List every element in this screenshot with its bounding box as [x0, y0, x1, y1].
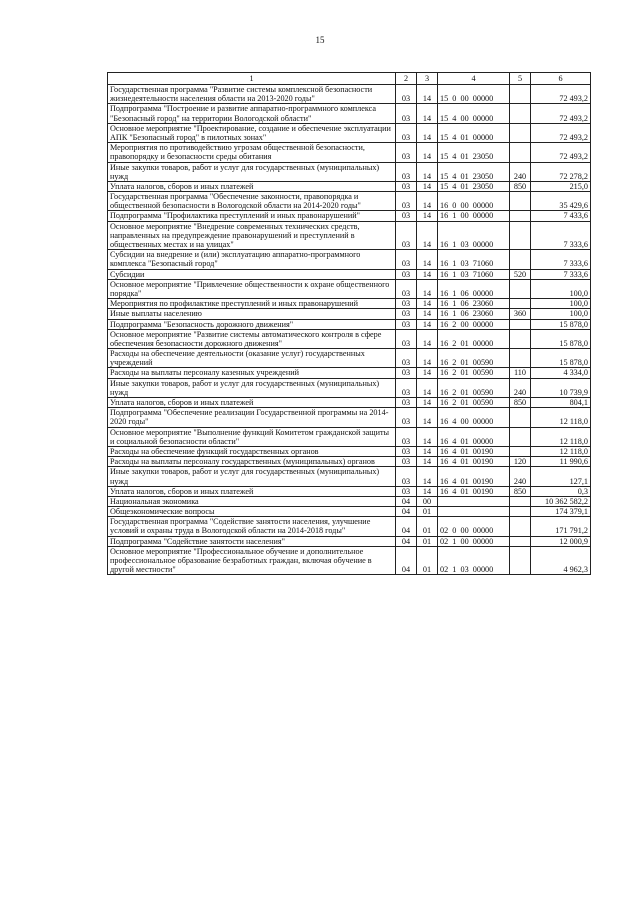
row-subsection: 14 [417, 349, 438, 368]
row-section: 03 [396, 279, 417, 298]
row-expense-type: 240 [510, 467, 531, 486]
row-amount: 215,0 [531, 181, 591, 191]
row-name: Субсидии [108, 269, 396, 279]
row-target-article: 16 1 00 00000 [438, 211, 510, 221]
row-section: 04 [396, 536, 417, 546]
table-row [108, 546, 591, 575]
row-section: 03 [396, 446, 417, 456]
row-expense-type: 520 [510, 269, 531, 279]
row-amount: 804,1 [531, 398, 591, 408]
row-expense-type: 850 [510, 486, 531, 496]
row-target-article: 02 0 00 00000 [438, 517, 510, 536]
row-subsection: 14 [417, 143, 438, 162]
row-expense-type [510, 546, 531, 575]
row-expense-type [510, 329, 531, 348]
row-name: Подпрограмма "Содействие занятости населения" [108, 536, 396, 546]
table-row [108, 446, 591, 456]
row-expense-type [510, 496, 531, 506]
row-target-article: 16 2 01 00590 [438, 368, 510, 378]
row-section: 03 [396, 329, 417, 348]
row-subsection: 01 [417, 507, 438, 517]
table-row [108, 368, 591, 378]
row-subsection: 14 [417, 221, 438, 250]
row-subsection: 14 [417, 309, 438, 319]
table-row [108, 496, 591, 506]
row-name: Подпрограмма "Обеспечение реализации Государственной программы на 2014-2020 годы" [108, 408, 396, 427]
row-amount: 100,0 [531, 309, 591, 319]
row-subsection: 14 [417, 123, 438, 142]
header-col-4: 4 [438, 73, 510, 85]
page-number: 15 [315, 35, 325, 45]
row-name: Подпрограмма "Профилактика преступлений и иных правонарушений" [108, 211, 396, 221]
table-row [108, 181, 591, 191]
row-name: Расходы на выплаты персоналу казенных учреждений [108, 368, 396, 378]
row-target-article: 15 4 00 00000 [438, 104, 510, 123]
row-name: Подпрограмма "Построение и развитие аппаратно-программного комплекса "Безопасный город" на территории Вологодской области" [108, 104, 396, 123]
table-row [108, 269, 591, 279]
row-section: 03 [396, 143, 417, 162]
row-expense-type: 850 [510, 181, 531, 191]
row-target-article: 16 1 06 00000 [438, 279, 510, 298]
row-target-article: 16 2 01 00000 [438, 329, 510, 348]
row-subsection: 14 [417, 446, 438, 456]
row-target-article: 16 1 03 71060 [438, 269, 510, 279]
row-expense-type [510, 517, 531, 536]
row-name: Мероприятия по профилактике преступлений и иных правонарушений [108, 299, 396, 309]
row-expense-type [510, 211, 531, 221]
row-subsection: 14 [417, 467, 438, 486]
row-subsection: 14 [417, 319, 438, 329]
row-subsection: 14 [417, 104, 438, 123]
row-subsection: 14 [417, 329, 438, 348]
row-target-article: 16 4 01 00190 [438, 446, 510, 456]
row-name: Основное мероприятие "Профессиональное обучение и дополнительное профессиональное образование безработных граждан, включая обучение в другой местности" [108, 546, 396, 575]
row-target-article: 02 1 00 00000 [438, 536, 510, 546]
row-name: Иные закупки товаров, работ и услуг для государственных (муниципальных) нужд [108, 162, 396, 181]
row-target-article: 16 2 00 00000 [438, 319, 510, 329]
row-subsection: 14 [417, 192, 438, 211]
table-row [108, 517, 591, 536]
row-name: Общеэкономические вопросы [108, 507, 396, 517]
table-row [108, 467, 591, 486]
row-section: 03 [396, 486, 417, 496]
row-expense-type [510, 408, 531, 427]
row-target-article [438, 496, 510, 506]
row-name: Субсидии на внедрение и (или) эксплуатацию аппаратно-программного комплекса "Безопасный город" [108, 250, 396, 269]
row-section: 03 [396, 408, 417, 427]
row-name: Государственная программа "Развитие системы комплексной безопасности жизнедеятельности населения области на 2013-2020 годы" [108, 85, 396, 104]
row-target-article: 16 2 01 00590 [438, 378, 510, 397]
table-row [108, 143, 591, 162]
row-target-article: 16 2 01 00590 [438, 398, 510, 408]
row-amount: 15 878,0 [531, 349, 591, 368]
header-col-2: 2 [396, 73, 417, 85]
row-amount: 7 433,6 [531, 211, 591, 221]
row-target-article: 15 4 01 23050 [438, 143, 510, 162]
table-row [108, 408, 591, 427]
row-name: Основное мероприятие "Развитие системы автоматического контроля в сфере обеспечения безопасности дорожного движения" [108, 329, 396, 348]
row-subsection: 14 [417, 378, 438, 397]
row-expense-type [510, 192, 531, 211]
row-section: 03 [396, 378, 417, 397]
row-subsection: 14 [417, 486, 438, 496]
row-amount: 12 118,0 [531, 446, 591, 456]
row-section: 04 [396, 496, 417, 506]
row-amount: 171 791,2 [531, 517, 591, 536]
row-name: Основное мероприятие "Выполнение функций Комитетом гражданской защиты и социальной безопасности области" [108, 427, 396, 446]
row-name: Расходы на обеспечение деятельности (оказание услуг) государственных учреждений [108, 349, 396, 368]
row-target-article: 16 2 01 00590 [438, 349, 510, 368]
row-expense-type: 110 [510, 368, 531, 378]
row-amount: 10 362 582,2 [531, 496, 591, 506]
header-col-1: 1 [108, 73, 396, 85]
row-amount: 100,0 [531, 299, 591, 309]
row-subsection: 14 [417, 398, 438, 408]
row-amount: 72 493,2 [531, 85, 591, 104]
row-name: Подпрограмма "Безопасность дорожного движения" [108, 319, 396, 329]
row-amount: 72 278,2 [531, 162, 591, 181]
row-subsection: 14 [417, 368, 438, 378]
row-name: Иные закупки товаров, работ и услуг для государственных (муниципальных) нужд [108, 467, 396, 486]
row-target-article: 16 1 06 23060 [438, 299, 510, 309]
row-name: Иные закупки товаров, работ и услуг для государственных (муниципальных) нужд [108, 378, 396, 397]
row-name: Уплата налогов, сборов и иных платежей [108, 486, 396, 496]
row-target-article: 16 4 01 00190 [438, 467, 510, 486]
table-row [108, 427, 591, 446]
row-expense-type: 120 [510, 457, 531, 467]
header-col-5: 5 [510, 73, 531, 85]
row-name: Уплата налогов, сборов и иных платежей [108, 398, 396, 408]
row-target-article [438, 507, 510, 517]
row-section: 03 [396, 309, 417, 319]
row-amount: 35 429,6 [531, 192, 591, 211]
row-subsection: 14 [417, 408, 438, 427]
row-section: 03 [396, 221, 417, 250]
table-row [108, 192, 591, 211]
table-row [108, 536, 591, 546]
row-section: 03 [396, 368, 417, 378]
header-col-3: 3 [417, 73, 438, 85]
row-target-article: 16 1 06 23060 [438, 309, 510, 319]
row-target-article: 16 4 01 00000 [438, 427, 510, 446]
row-target-article: 16 4 00 00000 [438, 408, 510, 427]
row-expense-type [510, 319, 531, 329]
row-target-article: 16 0 00 00000 [438, 192, 510, 211]
row-section: 03 [396, 192, 417, 211]
row-name: Уплата налогов, сборов и иных платежей [108, 181, 396, 191]
row-subsection: 14 [417, 181, 438, 191]
row-expense-type: 240 [510, 162, 531, 181]
row-name: Основное мероприятие "Внедрение современных технических средств, направленных на предупреждение правонарушений и преступлений в общественных местах и на улицах" [108, 221, 396, 250]
row-target-article: 15 4 01 23050 [438, 181, 510, 191]
row-expense-type [510, 427, 531, 446]
table-row [108, 299, 591, 309]
row-section: 03 [396, 349, 417, 368]
table-row [108, 104, 591, 123]
row-target-article: 02 1 03 00000 [438, 546, 510, 575]
row-expense-type [510, 507, 531, 517]
row-section: 03 [396, 123, 417, 142]
table-row [108, 507, 591, 517]
row-amount: 4 334,0 [531, 368, 591, 378]
row-subsection: 01 [417, 517, 438, 536]
row-target-article: 16 1 03 71060 [438, 250, 510, 269]
row-name: Расходы на выплаты персоналу государственных (муниципальных) органов [108, 457, 396, 467]
row-section: 03 [396, 457, 417, 467]
row-subsection: 14 [417, 279, 438, 298]
row-expense-type [510, 250, 531, 269]
table-row [108, 211, 591, 221]
table-row [108, 398, 591, 408]
table-row [108, 85, 591, 104]
row-target-article: 15 4 01 00000 [438, 123, 510, 142]
row-target-article: 16 4 01 00190 [438, 486, 510, 496]
row-expense-type [510, 85, 531, 104]
row-expense-type [510, 143, 531, 162]
table-row [108, 329, 591, 348]
row-amount: 11 990,6 [531, 457, 591, 467]
table-row [108, 309, 591, 319]
row-amount: 7 333,6 [531, 250, 591, 269]
row-section: 03 [396, 250, 417, 269]
row-name: Иные выплаты населению [108, 309, 396, 319]
row-subsection: 14 [417, 269, 438, 279]
row-target-article: 16 4 01 00190 [438, 457, 510, 467]
row-subsection: 00 [417, 496, 438, 506]
row-name: Национальная экономика [108, 496, 396, 506]
row-subsection: 14 [417, 299, 438, 309]
row-section: 03 [396, 181, 417, 191]
row-amount: 10 739,9 [531, 378, 591, 397]
row-section: 03 [396, 162, 417, 181]
row-section: 03 [396, 427, 417, 446]
row-amount: 4 962,3 [531, 546, 591, 575]
row-section: 03 [396, 211, 417, 221]
row-name: Государственная программа "Обеспечение законности, правопорядка и общественной безопасности в Вологодской области на 2014-2020 годы" [108, 192, 396, 211]
row-target-article: 15 4 01 23050 [438, 162, 510, 181]
row-expense-type [510, 221, 531, 250]
row-amount: 12 118,0 [531, 408, 591, 427]
row-name: Основное мероприятие "Проектирование, создание и обеспечение эксплуатации АПК "Безопасный город" в пилотных зонах" [108, 123, 396, 142]
row-amount: 127,1 [531, 467, 591, 486]
table-header-row [108, 73, 591, 85]
row-expense-type [510, 104, 531, 123]
table-row [108, 319, 591, 329]
header-col-6: 6 [531, 73, 591, 85]
row-section: 03 [396, 104, 417, 123]
row-subsection: 14 [417, 85, 438, 104]
row-section: 03 [396, 299, 417, 309]
row-section: 04 [396, 517, 417, 536]
row-amount: 7 333,6 [531, 269, 591, 279]
table-row [108, 349, 591, 368]
table-row [108, 250, 591, 269]
row-amount: 72 493,2 [531, 104, 591, 123]
row-section: 03 [396, 269, 417, 279]
table-row [108, 279, 591, 298]
row-amount: 12 118,0 [531, 427, 591, 446]
row-expense-type [510, 536, 531, 546]
row-name: Основное мероприятие "Привлечение общественности к охране общественного порядка" [108, 279, 396, 298]
row-name: Расходы на обеспечение функций государственных органов [108, 446, 396, 456]
row-expense-type [510, 279, 531, 298]
row-name: Государственная программа "Содействие занятости населения, улучшение условий и охраны труда в Вологодской области на 2014-2018 годы" [108, 517, 396, 536]
row-section: 04 [396, 507, 417, 517]
row-section: 03 [396, 467, 417, 486]
table-row [108, 378, 591, 397]
row-expense-type: 850 [510, 398, 531, 408]
row-amount: 15 878,0 [531, 319, 591, 329]
row-target-article: 16 1 03 00000 [438, 221, 510, 250]
row-amount: 7 333,6 [531, 221, 591, 250]
row-subsection: 14 [417, 427, 438, 446]
table-row [108, 123, 591, 142]
row-amount: 0,3 [531, 486, 591, 496]
budget-table [107, 72, 591, 575]
table-row [108, 457, 591, 467]
row-section: 03 [396, 319, 417, 329]
row-name: Мероприятия по противодействию угрозам общественной безопасности, правопорядку и безопасности среды обитания [108, 143, 396, 162]
row-expense-type: 240 [510, 378, 531, 397]
table-row [108, 162, 591, 181]
row-expense-type [510, 299, 531, 309]
row-subsection: 01 [417, 536, 438, 546]
row-subsection: 14 [417, 162, 438, 181]
row-subsection: 14 [417, 211, 438, 221]
row-subsection: 01 [417, 546, 438, 575]
row-expense-type [510, 123, 531, 142]
row-amount: 12 000,9 [531, 536, 591, 546]
row-amount: 15 878,0 [531, 329, 591, 348]
row-target-article: 15 0 00 00000 [438, 85, 510, 104]
row-expense-type [510, 349, 531, 368]
table-row [108, 221, 591, 250]
row-subsection: 14 [417, 250, 438, 269]
row-amount: 174 379,1 [531, 507, 591, 517]
row-amount: 72 493,2 [531, 123, 591, 142]
row-section: 04 [396, 546, 417, 575]
row-expense-type: 360 [510, 309, 531, 319]
row-section: 03 [396, 398, 417, 408]
row-amount: 72 493,2 [531, 143, 591, 162]
row-amount: 100,0 [531, 279, 591, 298]
row-expense-type [510, 446, 531, 456]
row-section: 03 [396, 85, 417, 104]
row-subsection: 14 [417, 457, 438, 467]
table-row [108, 486, 591, 496]
